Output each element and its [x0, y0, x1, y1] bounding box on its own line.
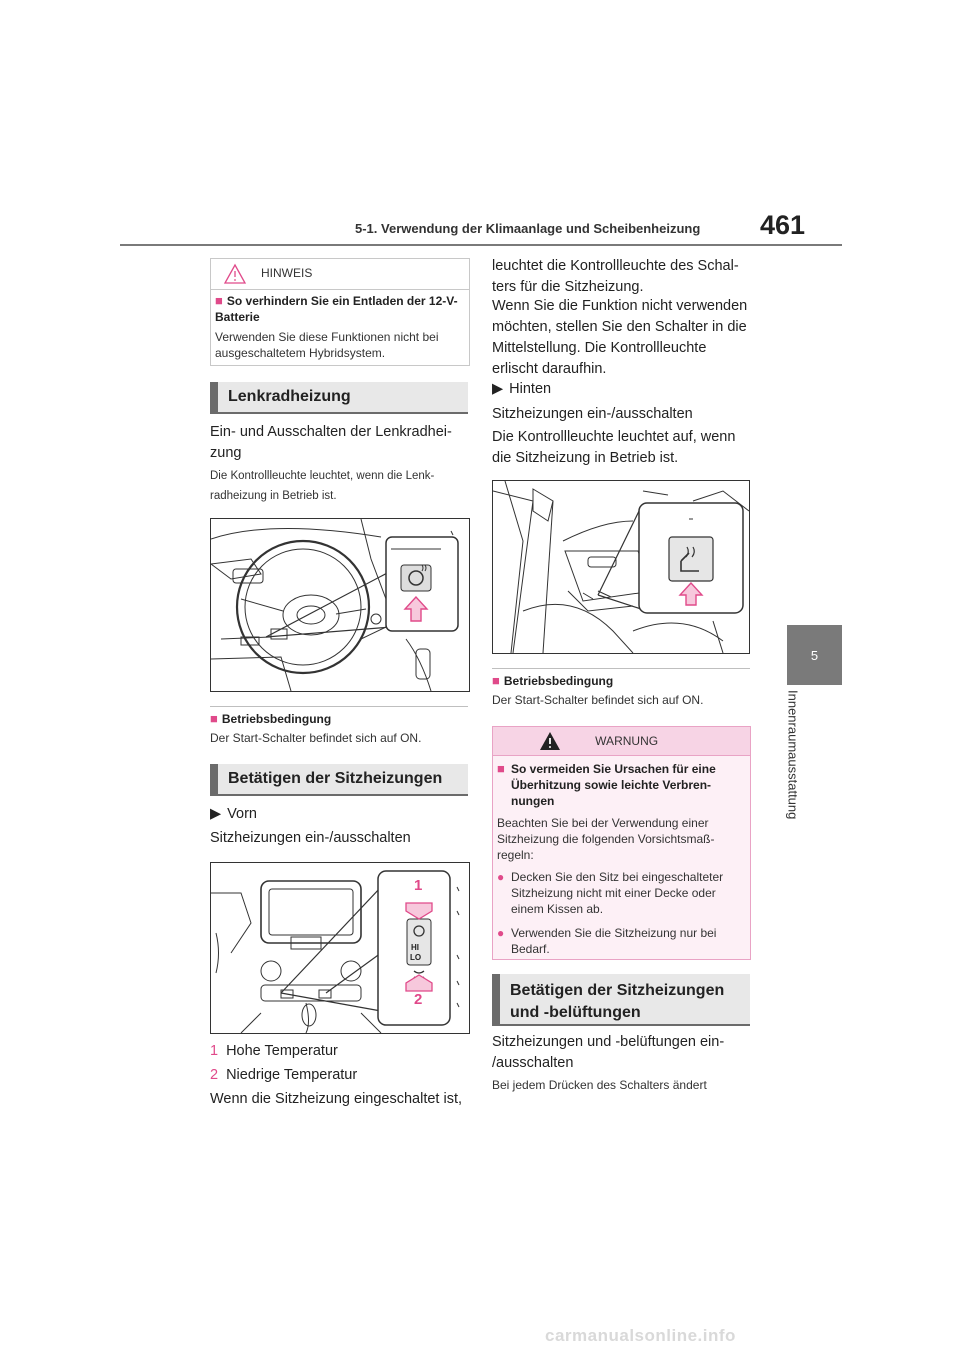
lueft-heading: Betätigen der Sitzheizungen und -belüftungen	[492, 974, 750, 1026]
condition-text: Der Start-Schalter befindet sich auf ON.	[210, 731, 422, 745]
figure-rear-seat-heater	[492, 480, 750, 654]
section-title: 5-1. Verwendung der Klimaanlage und Scheibenheizung	[355, 221, 701, 236]
callout-1: 1	[414, 877, 423, 894]
warning-icon	[539, 731, 561, 751]
continuation-text: Wenn die Sitzheizung eingeschaltet ist,	[210, 1091, 463, 1107]
page-number: 461	[760, 210, 806, 240]
switch-hi-label: HI	[411, 943, 419, 952]
warnung-heading: ■ So vermeiden Sie Ursachen für eine Überhitzung sowie leichte Verbren- nungen	[497, 761, 716, 808]
list-item: 2 Niedrige Temperatur	[210, 1067, 358, 1083]
rear-text: Die Kontrollleuchte leuchtet auf, wenn die Sitzheizung in Betrieb ist.	[492, 429, 736, 466]
condition-text: Der Start-Schalter befindet sich auf ON.	[492, 693, 704, 707]
warnung-bullet: ● Decken Sie den Sitz bei eingeschalteter Sitzheizung nicht mit einer Decke oder einem Kissen ab.	[497, 870, 724, 916]
hinweis-title: HINWEIS	[261, 266, 313, 280]
lueft-sub: Bei jedem Drücken des Schalters ändert	[492, 1078, 707, 1092]
divider	[492, 668, 750, 669]
warnung-title: WARNUNG	[595, 734, 659, 748]
off-instruction: Wenn Sie die Funktion nicht verwenden möchten, stellen Sie den Schalter in die Mittelstellung. Die Kontrollleuchte erlischt daraufhin.	[492, 298, 748, 377]
hinweis-heading: ■ So verhindern Sie ein Entladen der 12-V-Batterie	[215, 293, 458, 324]
warnung-header	[493, 727, 750, 756]
divider	[210, 706, 468, 707]
rear-door-illustration	[493, 481, 749, 653]
front-console-illustration	[211, 863, 469, 1033]
list-item: 1 Hohe Temperatur	[210, 1043, 338, 1059]
hinweis-text: Verwenden Sie diese Funktionen nicht bei ausgeschaltetem Hybridsystem.	[215, 330, 439, 360]
lueft-action: Sitzheizungen und -belüftungen ein- /ausschalten	[492, 1034, 725, 1071]
steering-wheel-illustration	[211, 519, 469, 691]
hinweis-box	[210, 258, 470, 366]
sitz-heading: Betätigen der Sitzheizungen	[210, 764, 468, 796]
front-action: Sitzheizungen ein-/ausschalten	[210, 830, 411, 846]
chapter-tab	[787, 625, 842, 685]
lenkrad-heading: Lenkradheizung	[210, 382, 468, 414]
rear-action: Sitzheizungen ein-/ausschalten	[492, 406, 693, 422]
condition-title: ■ Betriebsbedingung	[210, 711, 332, 726]
switch-lo-label: LO	[410, 953, 422, 962]
lenkrad-intro: Ein- und Ausschalten der Lenkradhei- zung	[210, 424, 452, 461]
callout-2: 2	[414, 991, 423, 1008]
header-divider	[120, 244, 842, 246]
lenkrad-sub: Die Kontrollleuchte leuchtet, wenn die Lenk- radheizung in Betrieb ist.	[210, 470, 435, 502]
figure-steering-wheel	[210, 518, 470, 692]
watermark: carmanualsonline.info	[545, 1326, 736, 1345]
chapter-label: Innenraumausstattung	[785, 690, 801, 820]
warnung-bullet: ● Verwenden Sie die Sitzheizung nur bei Bedarf.	[497, 926, 717, 956]
condition-title: ■ Betriebsbedingung	[492, 673, 614, 688]
front-label: ▶ Vorn	[210, 806, 257, 822]
continuation-text-right: leuchtet die Kontrollleuchte des Schal- ters für die Sitzheizung.	[492, 258, 739, 295]
caution-icon	[223, 263, 247, 285]
warnung-intro: Beachten Sie bei der Verwendung einer Sitzheizung die folgenden Vorsichtsmaß- regeln:	[497, 816, 715, 862]
chapter-number: 5	[810, 647, 819, 663]
rear-label: ▶ Hinten	[492, 381, 552, 397]
figure-front-seat-heater	[210, 862, 470, 1034]
warnung-box	[492, 726, 751, 960]
hinweis-header	[211, 259, 469, 290]
